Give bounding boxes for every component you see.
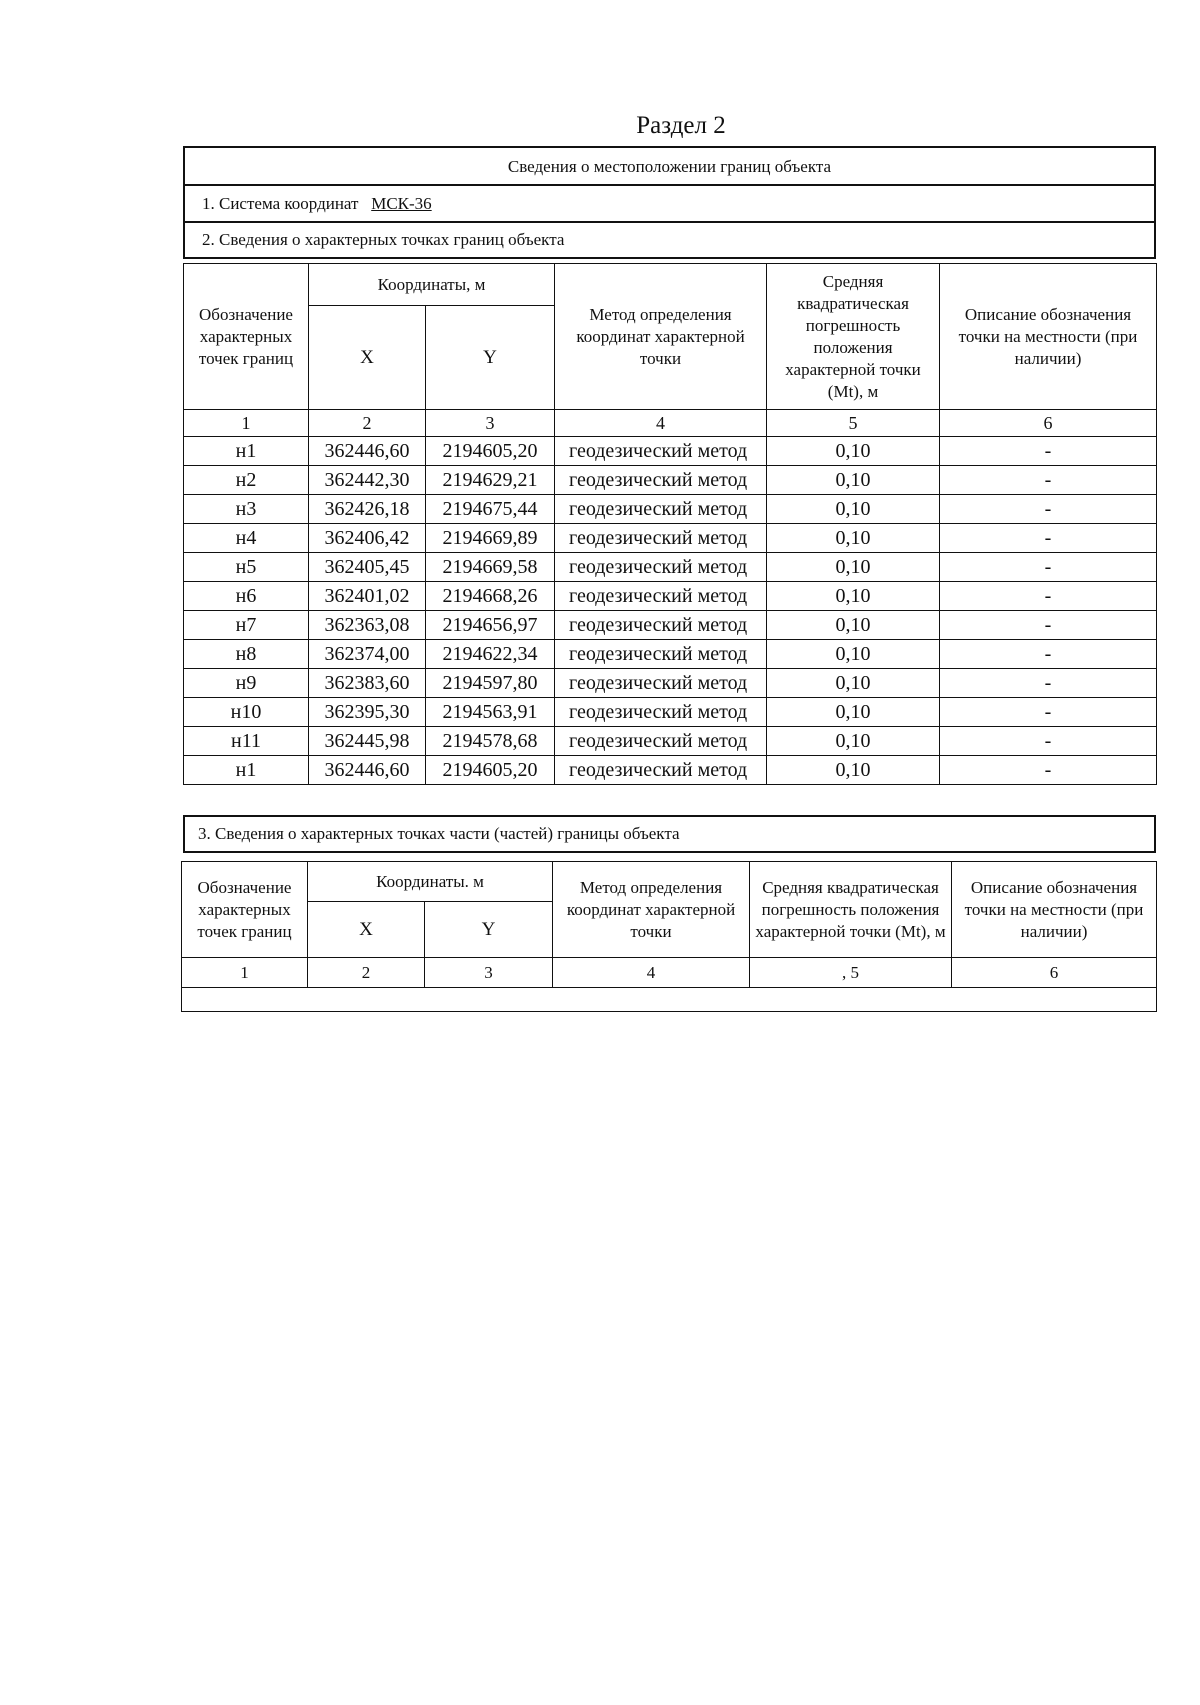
index-cell: , 5	[750, 958, 952, 988]
method-cell: геодезический метод	[555, 669, 767, 698]
index-cell: 1	[182, 958, 308, 988]
x-cell: 362401,02	[309, 582, 426, 611]
method-cell: геодезический метод	[555, 553, 767, 582]
index-cell: 4	[555, 410, 767, 437]
x-cell: 362442,30	[309, 466, 426, 495]
table-row	[184, 495, 1157, 524]
method-cell: геодезический метод	[555, 466, 767, 495]
point-cell: н9	[184, 669, 309, 698]
description-cell: -	[940, 524, 1157, 553]
points-section-title: 2. Сведения о характерных точках границ объекта	[202, 230, 565, 249]
method-cell: геодезический метод	[555, 495, 767, 524]
index-cell: 2	[308, 958, 425, 988]
method-cell: геодезический метод	[555, 640, 767, 669]
index-cell: 1	[184, 410, 309, 437]
parts-section-title-row	[183, 815, 1156, 853]
index-cell: 5	[767, 410, 940, 437]
table-row	[184, 466, 1157, 495]
col-x-header: X	[309, 306, 426, 410]
table-row	[184, 611, 1157, 640]
table-row	[184, 698, 1157, 727]
method-cell: геодезический метод	[555, 698, 767, 727]
col-method-header: Метод определения координат характерной точки	[553, 862, 750, 958]
x-cell: 362405,45	[309, 553, 426, 582]
method-cell: геодезический метод	[555, 611, 767, 640]
error-cell: 0,10	[767, 466, 940, 495]
index-cell: 3	[425, 958, 553, 988]
col-y-header: Y	[425, 902, 553, 958]
table-row	[184, 640, 1157, 669]
point-cell: н5	[184, 553, 309, 582]
point-cell: н11	[184, 727, 309, 756]
y-cell: 2194622,34	[426, 640, 555, 669]
x-cell: 362406,42	[309, 524, 426, 553]
error-cell: 0,10	[767, 727, 940, 756]
x-cell: 362426,18	[309, 495, 426, 524]
error-cell: 0,10	[767, 524, 940, 553]
col-description-header: Описание обозначения точки на местности (при наличии)	[952, 862, 1157, 958]
y-cell: 2194605,20	[426, 437, 555, 466]
y-cell: 2194629,21	[426, 466, 555, 495]
coord-system-value: МСК-36	[371, 194, 432, 213]
point-cell: н3	[184, 495, 309, 524]
error-cell: 0,10	[767, 756, 940, 785]
error-cell: 0,10	[767, 495, 940, 524]
method-cell: геодезический метод	[555, 756, 767, 785]
point-cell: н8	[184, 640, 309, 669]
error-cell: 0,10	[767, 669, 940, 698]
error-cell: 0,10	[767, 698, 940, 727]
description-cell: -	[940, 466, 1157, 495]
method-cell: геодезический метод	[555, 437, 767, 466]
error-cell: 0,10	[767, 553, 940, 582]
y-cell: 2194669,58	[426, 553, 555, 582]
x-cell: 362374,00	[309, 640, 426, 669]
table-row	[184, 727, 1157, 756]
description-cell: -	[940, 756, 1157, 785]
point-cell: н1	[184, 756, 309, 785]
table-row	[184, 437, 1157, 466]
empty-row	[182, 988, 1157, 1012]
description-cell: -	[940, 727, 1157, 756]
boundary-points-table	[183, 263, 1157, 785]
y-cell: 2194605,20	[426, 756, 555, 785]
error-cell: 0,10	[767, 437, 940, 466]
description-cell: -	[940, 640, 1157, 669]
col-coords-header: Координаты, м	[309, 264, 555, 306]
coord-system-row	[183, 184, 1156, 223]
point-cell: н2	[184, 466, 309, 495]
x-cell: 362383,60	[309, 669, 426, 698]
index-cell: 6	[952, 958, 1157, 988]
col-error-header: Средняя квадратическая погрешность положения характерной точки (Mt), м	[767, 264, 940, 410]
index-cell: 3	[426, 410, 555, 437]
table-row	[184, 669, 1157, 698]
error-cell: 0,10	[767, 582, 940, 611]
parts-section-title: 3. Сведения о характерных точках части (частей) границы объекта	[198, 824, 680, 843]
point-cell: н4	[184, 524, 309, 553]
method-cell: геодезический метод	[555, 582, 767, 611]
y-cell: 2194675,44	[426, 495, 555, 524]
boundary-points-body	[184, 437, 1157, 785]
description-cell: -	[940, 611, 1157, 640]
table-row	[184, 553, 1157, 582]
y-cell: 2194563,91	[426, 698, 555, 727]
point-cell: н1	[184, 437, 309, 466]
method-cell: геодезический метод	[555, 727, 767, 756]
col-coords-header: Координаты. м	[308, 862, 553, 902]
coord-system-label: 1. Система координат	[202, 194, 359, 213]
description-cell: -	[940, 553, 1157, 582]
index-cell: 2	[309, 410, 426, 437]
y-cell: 2194668,26	[426, 582, 555, 611]
error-cell: 0,10	[767, 640, 940, 669]
y-cell: 2194669,89	[426, 524, 555, 553]
col-y-header: Y	[426, 306, 555, 410]
table-row	[184, 756, 1157, 785]
point-cell: н6	[184, 582, 309, 611]
description-cell: -	[940, 698, 1157, 727]
description-cell: -	[940, 437, 1157, 466]
col-designation-header: Обозначение характерных точек границ	[182, 862, 308, 958]
location-info-header	[183, 146, 1156, 186]
x-cell: 362446,60	[309, 437, 426, 466]
description-cell: -	[940, 582, 1157, 611]
y-cell: 2194656,97	[426, 611, 555, 640]
section-title: Раздел 2	[636, 112, 726, 139]
method-cell: геодезический метод	[555, 524, 767, 553]
description-cell: -	[940, 669, 1157, 698]
col-x-header: X	[308, 902, 425, 958]
point-cell: н7	[184, 611, 309, 640]
col-designation-header: Обозначение характерных точек границ	[184, 264, 309, 410]
col-description-header: Описание обозначения точки на местности (при наличии)	[940, 264, 1157, 410]
index-cell: 6	[940, 410, 1157, 437]
y-cell: 2194597,80	[426, 669, 555, 698]
col-error-header: Средняя квадратическая погрешность положения характерной точки (Mt), м	[750, 862, 952, 958]
x-cell: 362446,60	[309, 756, 426, 785]
table-row	[184, 524, 1157, 553]
part-points-table	[181, 861, 1157, 1012]
point-cell: н10	[184, 698, 309, 727]
y-cell: 2194578,68	[426, 727, 555, 756]
location-info-text: Сведения о местоположении границ объекта	[507, 157, 832, 176]
index-cell: 4	[553, 958, 750, 988]
description-cell: -	[940, 495, 1157, 524]
error-cell: 0,10	[767, 611, 940, 640]
x-cell: 362363,08	[309, 611, 426, 640]
table-row	[184, 582, 1157, 611]
x-cell: 362395,30	[309, 698, 426, 727]
col-method-header: Метод определения координат характерной точки	[555, 264, 767, 410]
points-section-title-row	[183, 221, 1156, 259]
x-cell: 362445,98	[309, 727, 426, 756]
